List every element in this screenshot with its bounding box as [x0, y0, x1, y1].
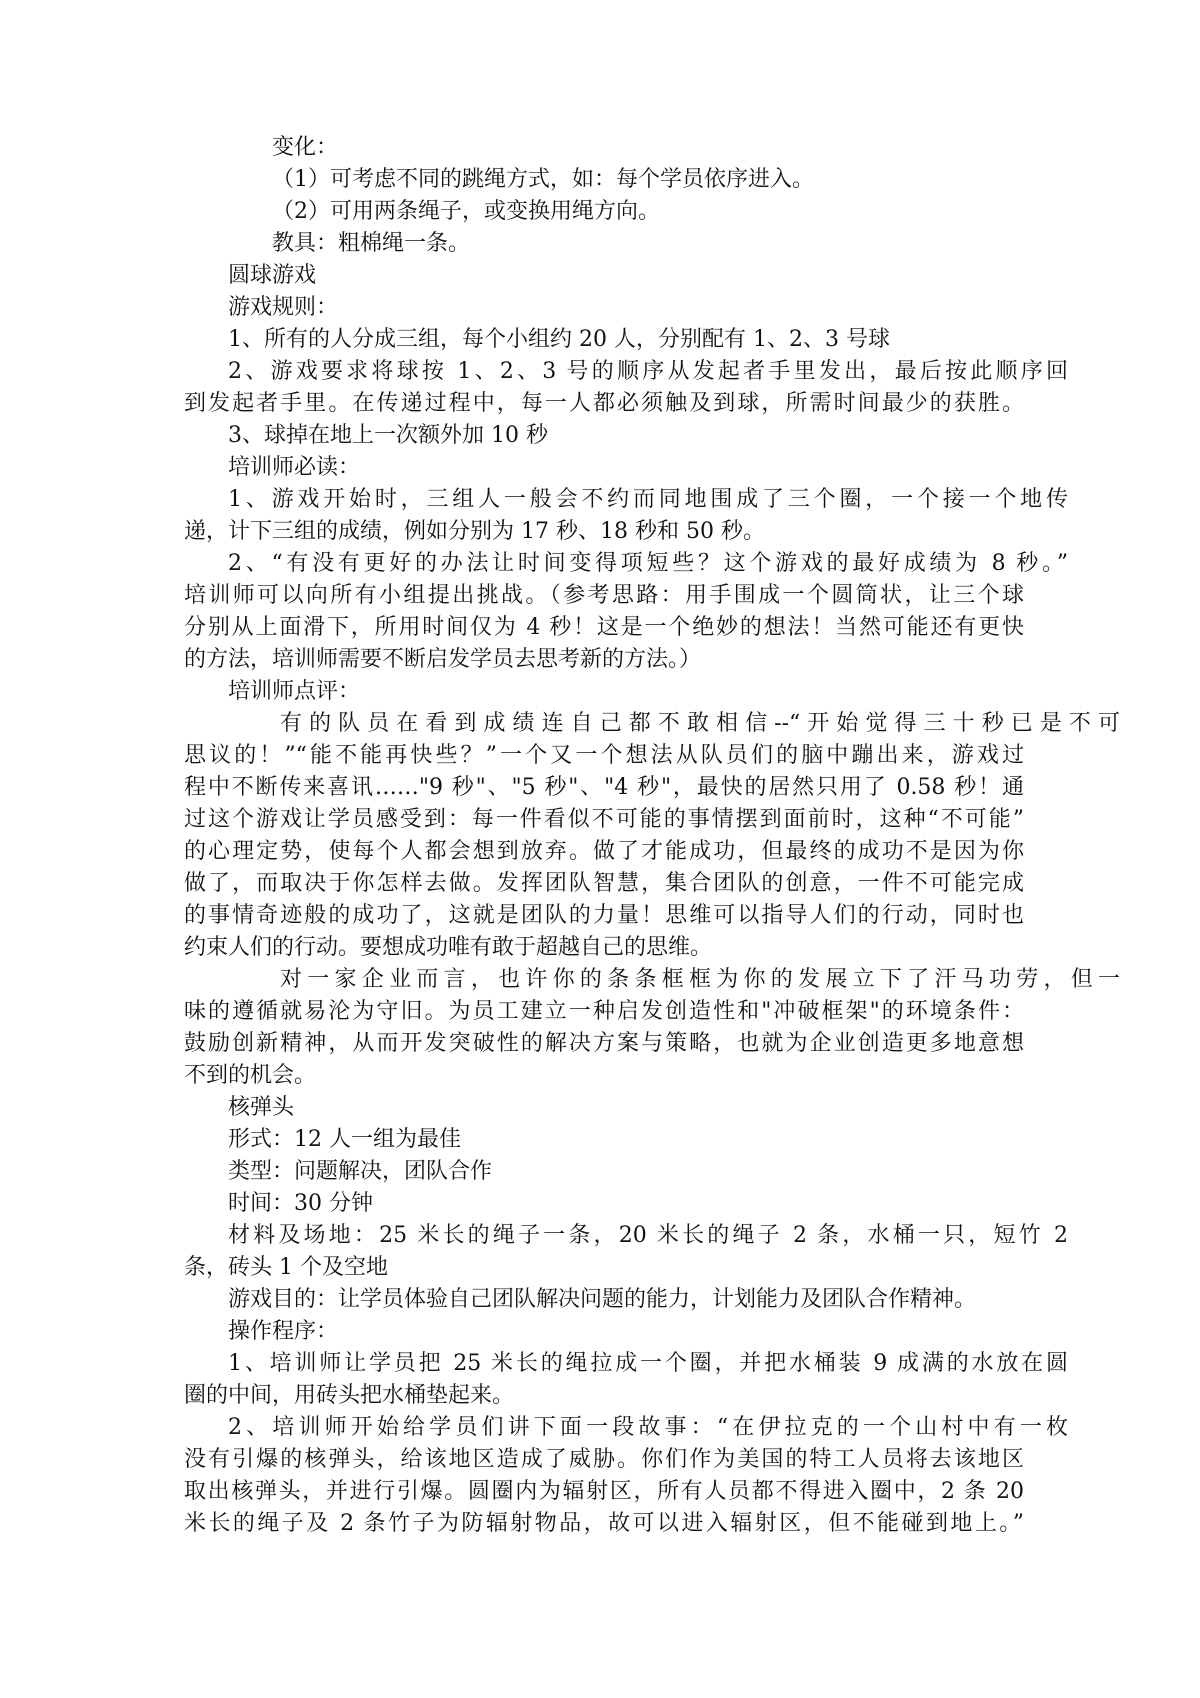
text-line: 2、培训师开始给学员们讲下面一段故事：“在伊拉克的一个山村中有一枚 [228, 1415, 1068, 1440]
text-line: （1）可考虑不同的跳绳方式，如：每个学员依序进入。 [272, 167, 814, 192]
text-line: 有的队员在看到成绩连自己都不敢相信--“开始觉得三十秒已是不可 [280, 711, 1120, 736]
text-line: 的方法，培训师需要不断启发学员去思考新的方法。） [184, 647, 702, 672]
text-line: 培训师可以向所有小组提出挑战。（参考思路：用手围成一个圆筒状，让三个球 [184, 583, 1024, 608]
section-heading: 圆球游戏 [228, 263, 317, 288]
text-line: 形式：12 人一组为最佳 [228, 1127, 461, 1152]
text-line: 类型：问题解决，团队合作 [228, 1159, 493, 1184]
text-line: 圈的中间，用砖头把水桶垫起来。 [184, 1383, 515, 1408]
text-line: 游戏目的：让学员体验自己团队解决问题的能力，计划能力及团队合作精神。 [228, 1287, 977, 1312]
text-line: 条，砖头 1 个及空地 [184, 1255, 388, 1280]
section-heading: 核弹头 [228, 1095, 295, 1120]
text-line: 2、游戏要求将球按 1、2、3 号的顺序从发起者手里发出，最后按此顺序回 [228, 359, 1068, 384]
text-line: 1、培训师让学员把 25 米长的绳拉成一个圈，并把水桶装 9 成满的水放在圆 [228, 1351, 1068, 1376]
text-line: 操作程序： [228, 1319, 339, 1344]
text-line: 没有引爆的核弹头，给该地区造成了威胁。你们作为美国的特工人员将去该地区 [184, 1447, 1024, 1472]
text-line: 变化： [272, 135, 339, 160]
text-line: 程中不断传来喜讯……"9 秒"、"5 秒"、"4 秒"，最快的居然只用了 0.58 秒！通 [184, 775, 1024, 800]
text-line: 时间：30 分钟 [228, 1191, 373, 1216]
text-line: 教具：粗棉绳一条。 [272, 231, 471, 256]
text-line: 递，计下三组的成绩，例如分别为 17 秒、18 秒和 50 秒。 [184, 519, 765, 544]
text-line: 味的遵循就易沦为守旧。为员工建立一种启发创造性和"冲破框架"的环境条件： [184, 999, 1024, 1024]
text-line: 2、“有没有更好的办法让时间变得项短些？这个游戏的最好成绩为 8 秒。” [228, 551, 1068, 576]
text-line: 约束人们的行动。要想成功唯有敢于超越自己的思维。 [184, 935, 713, 960]
text-line: 对一家企业而言，也许你的条条框框为你的发展立下了汗马功劳，但一 [280, 967, 1120, 992]
text-line: 游戏规则： [228, 295, 339, 320]
text-line: 材料及场地：25 米长的绳子一条，20 米长的绳子 2 条，水桶一只，短竹 2 [228, 1223, 1068, 1248]
text-line: 培训师点评： [228, 679, 361, 704]
text-line: 的心理定势，使每个人都会想到放弃。做了才能成功，但最终的成功不是因为你 [184, 839, 1024, 864]
text-line: 鼓励创新精神，从而开发突破性的解决方案与策略，也就为企业创造更多地意想 [184, 1031, 1024, 1056]
text-line: （2）可用两条绳子，或变换用绳方向。 [272, 199, 660, 224]
text-line: 3、球掉在地上一次额外加 10 秒 [228, 423, 548, 448]
text-line: 1、所有的人分成三组，每个小组约 20 人，分别配有 1、2、3 号球 [228, 327, 890, 352]
text-line: 米长的绳子及 2 条竹子为防辐射物品，故可以进入辐射区，但不能碰到地上。” [184, 1511, 1024, 1536]
text-line: 分别从上面滑下，所用时间仅为 4 秒！这是一个绝妙的想法！当然可能还有更快 [184, 615, 1024, 640]
text-line: 思议的！”“能不能再快些？”一个又一个想法从队员们的脑中蹦出来，游戏过 [184, 743, 1024, 768]
text-line: 过这个游戏让学员感受到：每一件看似不可能的事情摆到面前时，这种“不可能” [184, 807, 1024, 832]
text-line: 到发起者手里。在传递过程中，每一人都必须触及到球，所需时间最少的获胜。 [184, 391, 1024, 416]
text-line: 不到的机会。 [184, 1063, 317, 1088]
text-line: 的事情奇迹般的成功了，这就是团队的力量！思维可以指导人们的行动，同时也 [184, 903, 1024, 928]
text-line: 做了，而取决于你怎样去做。发挥团队智慧，集合团队的创意，一件不可能完成 [184, 871, 1024, 896]
text-line: 取出核弹头，并进行引爆。圆圈内为辐射区，所有人员都不得进入圈中，2 条 20 [184, 1479, 1024, 1504]
text-line: 1、游戏开始时，三组人一般会不约而同地围成了三个圈，一个接一个地传 [228, 487, 1068, 512]
text-line: 培训师必读： [228, 455, 361, 480]
